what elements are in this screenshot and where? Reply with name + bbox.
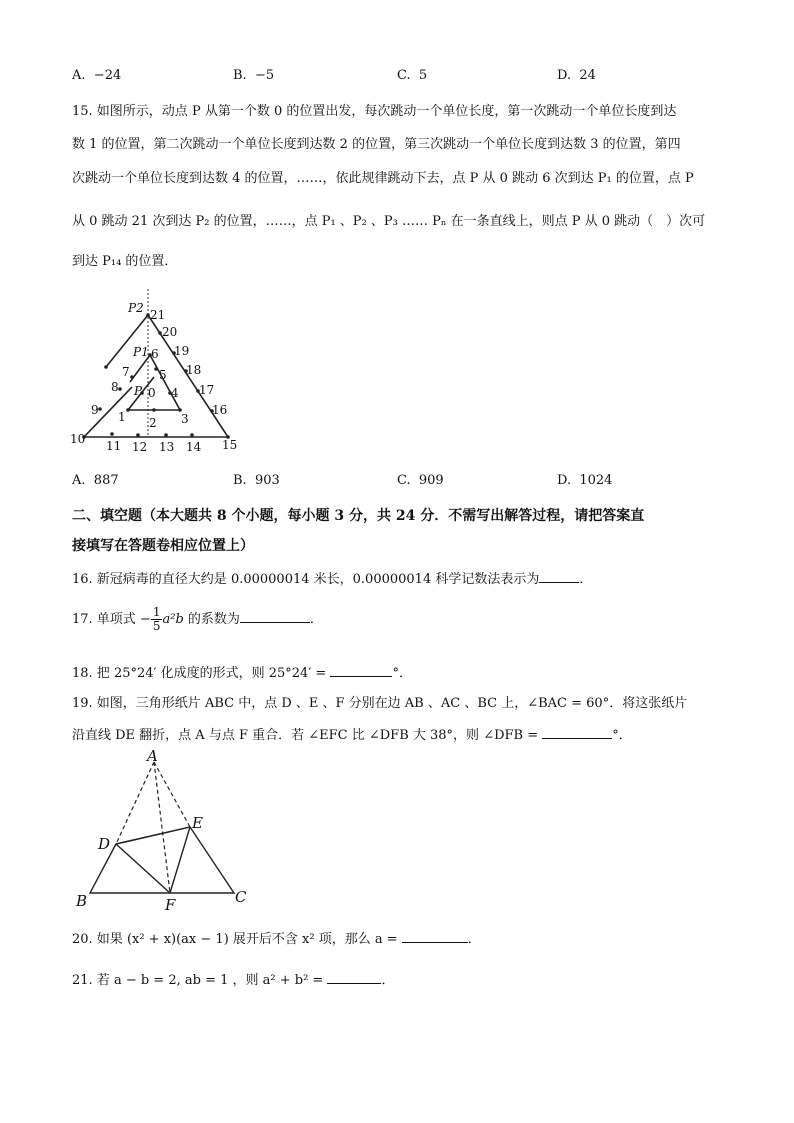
q14-option-d: D. 24 [557,68,596,83]
fig15-label-p: P [134,384,143,398]
fig15-label-17: 17 [199,383,215,397]
q15-option-c: C. 909 [397,473,444,488]
fig15-label-3: 3 [181,412,189,426]
segment-df [116,844,170,893]
fig19-label-a: A [147,748,158,765]
dashed-af [154,762,170,893]
triangle-dbe-fc [90,827,234,893]
fig19-label-b: B [76,892,88,910]
q21-answer-blank[interactable] [327,971,381,984]
q15-option-a: A. 887 [72,473,119,488]
fig15-label-9: 9 [91,403,99,417]
fig15-label-0: 0 [148,386,156,400]
q16: 16. 新冠病毒的直径大约是 0.00000014 米长，0.00000014 科学记数法表示为 ． [72,572,593,587]
q17-fraction: $\frac{1}{5}$ [152,605,161,633]
fig15-label-18: 18 [186,363,202,377]
fig19-label-c: C [235,888,247,906]
q19-answer-blank[interactable] [542,726,612,739]
fig15-label-6: 6 [151,347,159,361]
q19-line-1: 19. 如图，三角形纸片 ABC 中，点 D 、E 、F 分别在边 AB 、AC 、BC 上，∠BAC = 60°．将这张纸片 [72,696,688,711]
fig15-label-1: 1 [118,410,126,424]
q20-answer-blank[interactable] [402,930,468,943]
dashed-ad [116,762,154,844]
q15-option-d: D. 1024 [557,473,613,488]
fig15-label-2: 2 [149,416,157,430]
q15-line-1: 15. 如图所示，动点 P 从第一个数 0 的位置出发，每次跳动一个单位长度，第一次跳动一个单位长度到达 [72,104,677,119]
fig15-label-7: 7 [122,365,130,379]
fig15-label-12: 12 [132,440,148,454]
fig15-label-10: 10 [70,432,86,446]
q14-option-c: C. 5 [397,68,428,83]
fold-line-de [116,827,190,844]
inner-path [128,355,180,410]
q21: 21. 若 a − b = 2, ab = 1 ，则 a² + b² = ． [72,973,395,988]
q19-line-2: 沿直线 DE 翻折，点 A 与点 F 重合．若 ∠EFC 比 ∠DFB 大 38°，则 ∠DFB = °． [72,728,632,743]
segment-ef [170,827,190,893]
q20: 20. 如果 (x² + x)(ax − 1) 展开后不含 x² 项，那么 a = ． [72,932,481,947]
fig19-label-d: D [98,835,111,853]
fig15-label-19: 19 [174,344,190,358]
q18-answer-blank[interactable] [330,664,392,677]
q14-option-a: A. −24 [72,68,122,83]
fig15-label-4: 4 [171,386,179,400]
section-2-heading-line-2: 接填写在答题卷相应位置上） [72,538,254,554]
fig15-label-p2: P2 [128,301,144,315]
q15-option-b: B. 903 [233,473,280,488]
fig15-label-11: 11 [106,439,122,453]
fig15-label-16: 16 [212,403,228,417]
section-2-heading-line-1: 二、填空题（本大题共 8 个小题，每小题 3 分，共 24 分．不需写出解答过程，请把答案直 [72,508,645,524]
fig15-label-p1: P1 [133,345,149,359]
q16-answer-blank[interactable] [539,570,579,583]
q15-triangle-figure [62,285,252,460]
fig19-label-f: F [165,896,176,913]
q15-line-5: 到达 P₁₄ 的位置． [72,254,178,269]
q15-line-4: 从 0 跳动 21 次到达 P₂ 的位置，……，点 P₁ 、P₂ 、P₃ …… Pₙ 在一条直线上，则点 P 从 0 跳动（ ）次可 [72,214,706,229]
fig15-label-15: 15 [222,438,238,452]
dashed-ae [154,762,190,827]
q19-triangle-figure [68,748,258,913]
fig15-label-8: 8 [111,380,119,394]
q15-line-2: 数 1 的位置，第二次跳动一个单位长度到达数 2 的位置，第三次跳动一个单位长度到达数 3 的位置，第四 [72,137,681,152]
fig19-label-e: E [192,814,203,832]
fig15-label-21: 21 [150,308,166,322]
fig15-label-13: 13 [159,440,175,454]
q18: 18. 把 25°24′ 化成度的形式，则 25°24′ = °． [72,666,412,681]
q15-line-3: 次跳动一个单位长度到达数 4 的位置，……，依此规律跳动下去，点 P 从 0 跳动 6 次到达 P₁ 的位置，点 P [72,171,694,186]
fig15-label-5: 5 [159,368,167,382]
q14-option-b: B. −5 [233,68,275,83]
fig15-label-20: 20 [162,325,178,339]
q17-answer-blank[interactable] [240,610,310,623]
q17: 17. 单项式 − $\frac{1}{5}$ a²b 的系数为 ． [72,605,323,633]
fig15-label-14: 14 [186,440,202,454]
